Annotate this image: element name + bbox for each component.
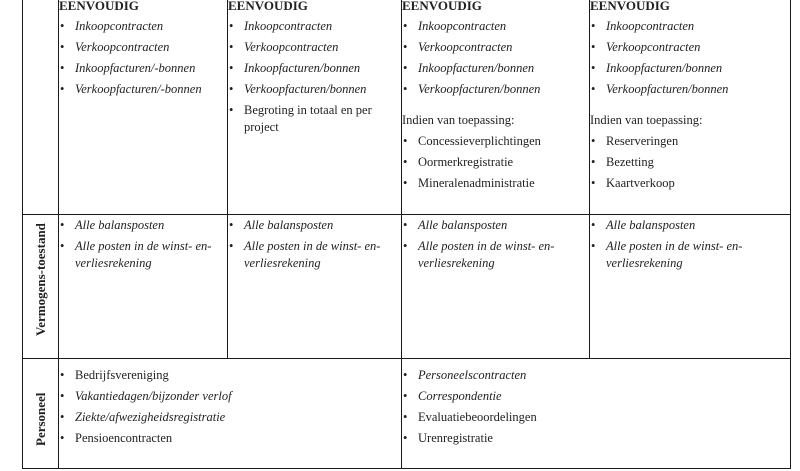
list-item: • Correspondentie <box>402 386 790 407</box>
subheading: Indien van toepassing: <box>590 113 703 127</box>
top-row-header <box>23 0 59 215</box>
list-item: • Inkoopfacturen/-bonnen <box>59 58 227 79</box>
item-list <box>590 215 790 272</box>
list-item: • Verkoopcontracten <box>590 37 790 58</box>
item-list <box>228 215 401 272</box>
vermogen-cell-3 <box>402 215 590 359</box>
list-item: • Inkoopfacturen/bonnen <box>590 58 790 79</box>
list-item: • Verkoopfacturen/bonnen <box>402 79 589 100</box>
list-item: • Inkoopcontracten <box>59 16 227 37</box>
item-list <box>402 16 589 100</box>
top-cell-1 <box>59 0 228 215</box>
list-item: • Alle balansposten <box>228 215 401 236</box>
list-item: • Inkoopcontracten <box>402 16 589 37</box>
row-label-text: Vermogens-toestand <box>32 223 48 336</box>
cell-heading: EENVOUDIG <box>59 0 139 13</box>
sub-item-list <box>402 131 589 194</box>
list-item: • Urenregistratie <box>402 428 790 449</box>
list-item: • Alle posten in de winst- en- verliesrekening <box>228 238 401 272</box>
vermogen-cell-4 <box>590 215 791 359</box>
list-item: • Alle posten in de winst- en- verliesrekening <box>590 238 790 272</box>
item-list <box>59 16 227 98</box>
list-item: • Ziekte/afwezigheidsregistratie <box>59 407 401 428</box>
top-cell-4 <box>590 0 791 215</box>
list-item: • Begroting in totaal en per project <box>228 102 401 136</box>
list-item: • Verkoopcontracten <box>402 37 589 58</box>
list-item: • Alle posten in de winst- en- verliesrekening <box>59 238 227 272</box>
item-list <box>590 16 790 100</box>
list-item: • Verkoopfacturen/bonnen <box>228 79 401 100</box>
vermogen-cell-1 <box>59 215 228 359</box>
list-item: • Inkoopfacturen/bonnen <box>228 58 401 79</box>
list-item: • Verkoopcontracten <box>59 37 227 58</box>
row-label-text: Personeel <box>32 392 48 446</box>
list-item: • Alle balansposten <box>402 215 589 236</box>
row-label-vermogen <box>23 215 59 359</box>
cell-heading: EENVOUDIG <box>590 0 670 13</box>
list-item: • Bezetting <box>590 152 790 173</box>
personeel-row <box>23 359 791 469</box>
list-item: • Verkoopfacturen/bonnen <box>590 79 790 100</box>
top-row <box>23 0 791 215</box>
top-cell-2 <box>228 0 402 215</box>
list-item: • Alle balansposten <box>590 215 790 236</box>
vermogen-cell-2 <box>228 215 402 359</box>
cell-heading: EENVOUDIG <box>402 0 482 13</box>
list-item: • Pensioencontracten <box>59 428 401 449</box>
list-item: • Concessieverplichtingen <box>402 131 589 152</box>
list-item: • Alle balansposten <box>59 215 227 236</box>
personeel-left-cell <box>59 359 402 469</box>
vermogen-row <box>23 215 791 359</box>
list-item: • Oormerkregistratie <box>402 152 589 173</box>
cell-heading: EENVOUDIG <box>228 0 308 13</box>
sub-item-list <box>590 131 790 194</box>
list-item: • Mineralenadministratie <box>402 173 589 194</box>
top-cell-3 <box>402 0 590 215</box>
list-item: • Kaartverkoop <box>590 173 790 194</box>
document-table <box>22 0 791 469</box>
list-item: • Inkoopfacturen/bonnen <box>402 58 589 79</box>
item-list <box>59 365 401 449</box>
list-item: • Alle posten in de winst- en- verliesrekening <box>402 238 589 272</box>
item-list <box>402 215 589 272</box>
subheading: Indien van toepassing: <box>402 113 515 127</box>
item-list <box>59 215 227 272</box>
list-item: • Verkoopfacturen/-bonnen <box>59 81 227 98</box>
list-item: • Inkoopcontracten <box>228 16 401 37</box>
list-item: • Personeelscontracten <box>402 365 790 386</box>
list-item: • Inkoopcontracten <box>590 16 790 37</box>
item-list <box>402 365 790 449</box>
row-label-personeel <box>23 359 59 469</box>
personeel-right-cell <box>402 359 791 469</box>
list-item: • Bedrijfsvereniging <box>59 365 401 386</box>
list-item: • Verkoopcontracten <box>228 37 401 58</box>
item-list <box>228 16 401 136</box>
list-item: • Vakantiedagen/bijzonder verlof <box>59 386 401 407</box>
list-item: • Reserveringen <box>590 131 790 152</box>
list-item: • Evaluatiebeoordelingen <box>402 407 790 428</box>
